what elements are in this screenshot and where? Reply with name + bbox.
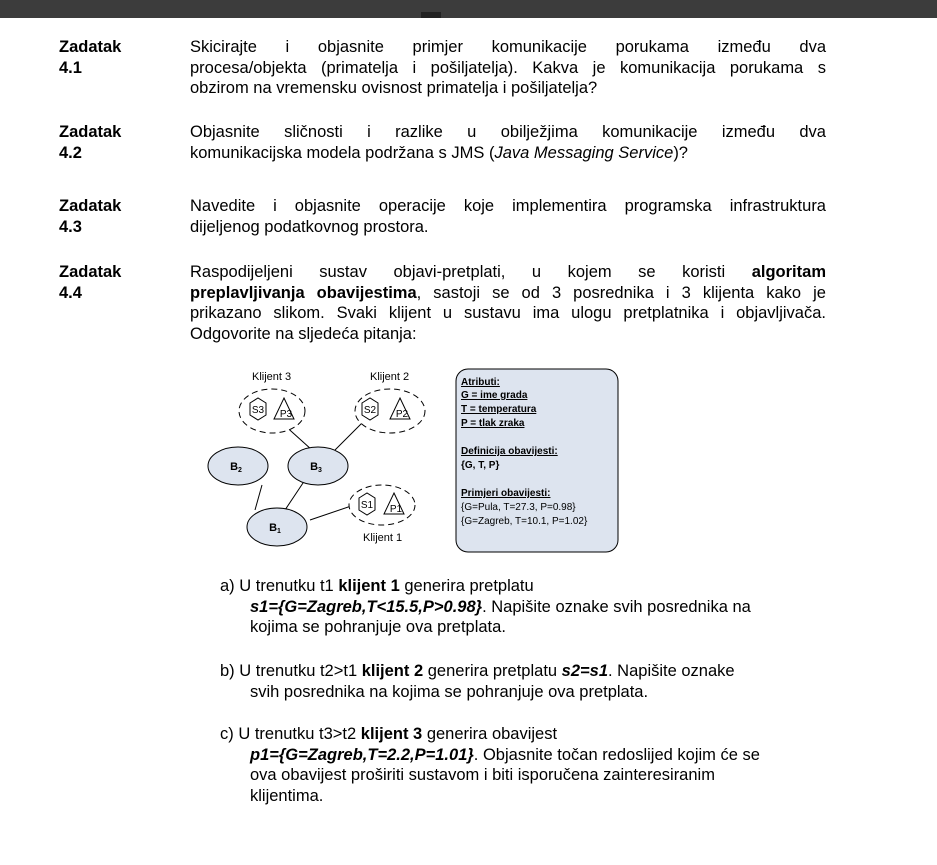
task-label-word: Zadatak [59,38,122,56]
task-text-line [190,283,826,304]
subscription-expression: s1={G=Zagreb,T<15.5,P>0.98} [250,597,483,616]
attributes-title: Atributi: [461,377,500,388]
bold-term: klijent 3 [360,725,423,743]
task-label [59,262,169,303]
definition-title: Definicija obavijesti: [461,446,558,457]
broker-b2-letter: B [230,461,239,473]
text-run: Raspodijeljeni sustav objavi-pretplati, u kojem se koristi [190,263,752,281]
text-run: c) U trenutku t3>t2 [220,725,361,743]
task-label [59,196,169,237]
question-a [220,576,820,638]
task-label-word: Zadatak [59,263,122,281]
broker-b3-letter: B [310,461,319,473]
question-line: kojima se pohranjuje ova pretplata. [250,618,506,636]
task-label [59,37,169,78]
edge-b3-b1 [285,480,305,510]
viewer-top-bar [0,0,937,18]
subscriber-s1-label: S1 [360,500,374,511]
question-line: ova obavijest proširiti sustavom i biti isporučena zainteresiranim [250,766,715,784]
examples-title: Primjeri obavijesti: [461,488,551,499]
publisher-p1-label: P1 [389,504,403,515]
text-run: generira pretplatu [423,662,562,680]
task-text-line [190,262,826,283]
question-line [220,745,820,766]
client3-group [239,389,305,433]
example-2: {G=Zagreb, T=10.1, P=1.02} [461,516,588,527]
toolbar-handle [421,12,441,18]
definition-value: {G, T, P} [461,460,500,471]
question-line [220,724,820,745]
example-1: {G=Pula, T=27.3, P=0.98} [461,502,576,513]
client1-label: Klijent 1 [363,532,403,544]
task-text-line: Odgovorite na sljedeća pitanja: [190,324,417,343]
task-label [59,122,169,163]
task-text-line: Skicirajte i objasnite primjer komunikacije porukama između dva [190,38,826,56]
question-b [220,661,820,702]
attribute-g: G = ime grada [461,390,528,401]
edge-b2-b1 [255,485,262,510]
client3-label: Klijent 3 [252,371,292,383]
text-run: generira obavijest [422,725,558,743]
question-line [220,661,820,682]
task-text [190,196,826,237]
task-text [190,262,826,344]
subscription-expression: s2=s1 [561,662,609,680]
subscriber-s3-label: S3 [251,405,265,416]
question-c [220,724,820,806]
attribute-p: P = tlak zraka [461,418,525,429]
task-text-line: procesa/objekta (primatelja i pošiljatelja). Kakva je komunikacija porukama s [190,58,826,77]
jms-expansion: Java Messaging Service [494,143,674,162]
text-run: . Napišite oznake [608,662,735,680]
notification-expression: p1={G=Zagreb,T=2.2,P=1.01} [250,745,474,764]
question-line [220,597,820,618]
text-run: . Napišite oznake svih posrednika na [482,597,751,616]
pubsub-network-diagram [200,365,630,555]
task-text-line: Navedite i objasnite operacije koje implementira programska infrastruktura [190,197,826,215]
task-label-number: 4.2 [59,143,82,162]
text-run: )? [673,143,688,162]
task-label-number: 4.1 [59,58,82,77]
task-text-line: obzirom na vremensku ovisnost primatelja i pošiljatelja? [190,79,598,97]
text-run: . Objasnite točan redoslijed kojim će se [473,745,760,764]
text-run: komunikacijska modela podržana s JMS ( [190,143,495,162]
client2-label: Klijent 2 [370,371,410,383]
broker-b2-index: 2 [238,467,242,474]
bold-term: preplavljivanja obavijestima [190,283,417,302]
broker-b3-index: 3 [318,467,322,474]
question-line: svih posrednika na kojima se pohranjuje ova pretplata. [250,682,649,701]
subscriber-s2-label: S2 [363,405,377,416]
task-label-number: 4.4 [59,283,82,302]
publisher-p3-label: P3 [279,409,293,420]
task-label-word: Zadatak [59,197,122,215]
attribute-t: T = temperatura [461,404,537,415]
task-text-line: dijeljenog podatkovnog prostora. [190,217,429,236]
bold-term: algoritam [751,263,826,281]
broker-b1-letter: B [269,522,278,534]
task-text-line [190,143,826,164]
task-label-number: 4.3 [59,217,82,236]
question-line: klijentima. [250,786,324,805]
text-run: generira pretplatu [399,577,534,595]
bold-term: klijent 2 [361,662,424,680]
bold-term: klijent 1 [338,577,400,595]
text-run: b) U trenutku t2>t1 [220,662,362,680]
task-text [190,37,826,99]
task-text-line: prikazano slikom. Svaki klijent u sustavu ima ulogu pretplatnika i objavljivača. [190,304,826,322]
task-text [190,122,826,163]
broker-b1-index: 1 [277,528,281,535]
text-run: a) U trenutku t1 [220,577,339,595]
task-label-word: Zadatak [59,123,122,141]
text-run: , sastoji se od 3 posrednika i 3 klijenta kako je [416,283,826,302]
question-line [220,576,820,597]
publisher-p2-label: P2 [395,409,409,420]
task-text-line: Objasnite sličnosti i razlike u obilježjima komunikacije između dva [190,123,826,141]
